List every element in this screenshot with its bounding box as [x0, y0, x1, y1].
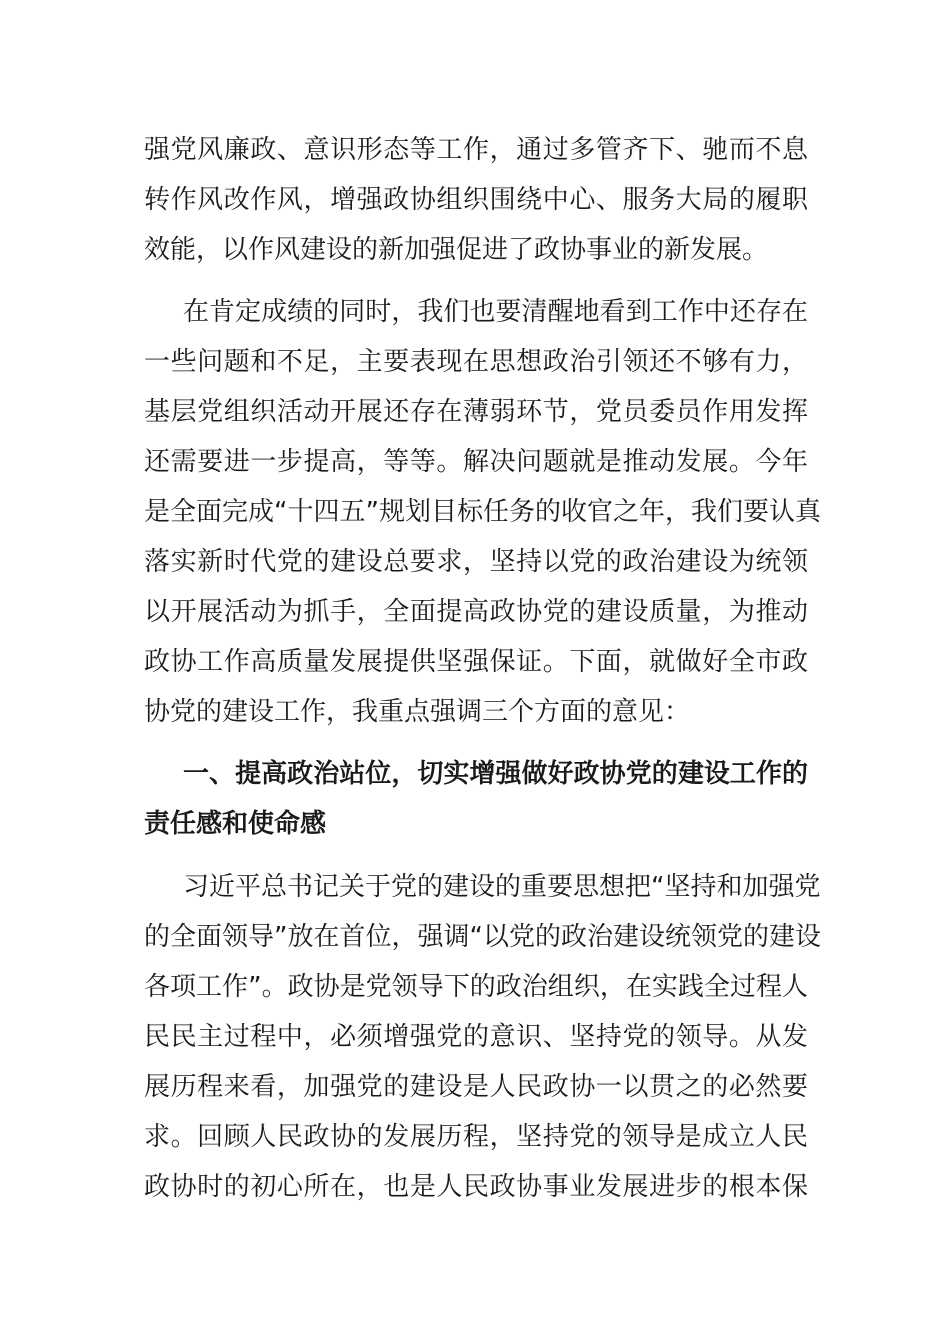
paragraph-2: [144, 287, 821, 737]
text-line: 在肯定成绩的同时，我们也要清醒地看到工作中还存在: [183, 297, 808, 327]
text-line: 是全面完成“十四五”规划目标任务的收官之年，我们要认真: [144, 497, 821, 527]
heading-line: 责任感和使命感: [144, 809, 327, 839]
text-line: 政协工作高质量发展提供坚强保证。下面，就做好全市政: [144, 647, 808, 677]
paragraph-spacer: [144, 275, 808, 287]
document-body: [144, 125, 821, 1212]
text-line: 转作风改作风，增强政协组织围绕中心、服务大局的履职: [144, 185, 808, 215]
text-line: 各项工作”。政协是党领导下的政治组织，在实践全过程人: [144, 972, 808, 1002]
text-line: 的全面领导”放在首位，强调“以党的政治建设统领党的建设: [144, 922, 821, 952]
paragraph-3: [144, 862, 821, 1212]
text-line: 协党的建设工作，我重点强调三个方面的意见：: [144, 697, 691, 727]
text-line: 一些问题和不足，主要表现在思想政治引领还不够有力，: [144, 347, 808, 377]
text-line: 基层党组织活动开展还存在薄弱环节，党员委员作用发挥: [144, 397, 808, 427]
text-line: 求。回顾人民政协的发展历程，坚持党的领导是成立人民: [144, 1122, 808, 1152]
paragraph-spacer: [144, 849, 808, 862]
text-line: 效能，以作风建设的新加强促进了政协事业的新发展。: [144, 235, 769, 265]
text-line: 政协时的初心所在，也是人民政协事业发展进步的根本保: [144, 1172, 808, 1202]
text-line: 还需要进一步提高，等等。解决问题就是推动发展。今年: [144, 447, 808, 477]
text-line: 以开展活动为抓手，全面提高政协党的建设质量，为推动: [144, 597, 808, 627]
heading-line: 一、提高政治站位，切实增强做好政协党的建设工作的: [183, 759, 808, 789]
text-line: 强党风廉政、意识形态等工作，通过多管齐下、驰而不息: [144, 135, 808, 165]
paragraph-spacer: [144, 737, 808, 749]
paragraph-1: [144, 125, 808, 275]
text-line: 民民主过程中，必须增强党的意识、坚持党的领导。从发: [144, 1022, 808, 1052]
text-line: 展历程来看，加强党的建设是人民政协一以贯之的必然要: [144, 1072, 808, 1102]
text-line: 习近平总书记关于党的建设的重要思想把“坚持和加强党: [183, 872, 821, 902]
text-line: 落实新时代党的建设总要求，坚持以党的政治建设为统领: [144, 547, 808, 577]
section-heading: [144, 749, 808, 849]
